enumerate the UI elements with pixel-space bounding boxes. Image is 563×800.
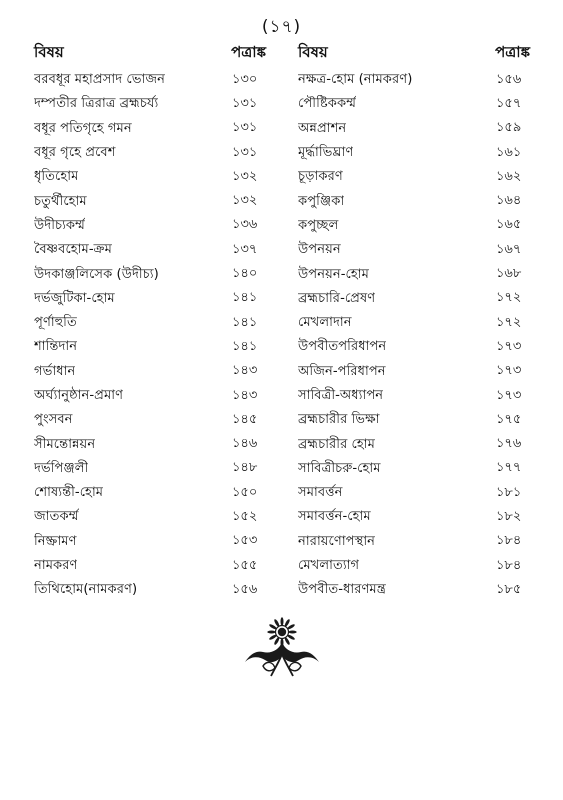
toc-entry bbox=[298, 238, 530, 262]
toc-entry-page: ১৪১ bbox=[232, 290, 258, 306]
toc-list-left bbox=[34, 68, 266, 603]
toc-entry-title: উদকাঞ্জলিসেক (উদীচ্য) bbox=[34, 266, 159, 282]
toc-entry-title: পৌষ্টিককর্ম্ম bbox=[298, 96, 356, 112]
toc-entry-title: উপনয়ন bbox=[298, 242, 341, 258]
toc-entry bbox=[298, 360, 530, 384]
toc-list-right bbox=[298, 68, 530, 603]
toc-entry-title: উপবীতপরিধাপন bbox=[298, 339, 387, 355]
toc-entry-page: ১৪৫ bbox=[232, 411, 258, 427]
toc-entry-page: ১৫০ bbox=[232, 484, 258, 500]
toc-entry bbox=[34, 189, 266, 213]
toc-column-right bbox=[298, 42, 530, 603]
toc-entry-page: ১৬৫ bbox=[496, 217, 522, 233]
toc-entry-page: ১৮৪ bbox=[496, 557, 522, 573]
toc-entry bbox=[298, 262, 530, 286]
toc-entry-title: সাবিত্রীচরু-হোম bbox=[298, 460, 381, 476]
toc-entry bbox=[34, 68, 266, 92]
page-number: (১৭) bbox=[261, 17, 302, 37]
toc-entry bbox=[298, 457, 530, 481]
toc-entry-title: ব্রহ্মচারীর ভিক্ষা bbox=[298, 412, 380, 428]
toc-entry-title: কপুচ্ছল bbox=[298, 217, 339, 233]
toc-entry-title: শান্তিদান bbox=[34, 339, 78, 355]
toc-entry bbox=[298, 530, 530, 554]
toc-entry bbox=[34, 481, 266, 505]
toc-entry bbox=[298, 117, 530, 141]
toc-entry-page: ১৫৬ bbox=[232, 581, 258, 597]
toc-entry-page: ১৩২ bbox=[232, 193, 258, 209]
toc-entry-page: ১৪১ bbox=[232, 338, 258, 354]
toc-entry-title: নক্ষত্র-হোম (নামকরণ) bbox=[298, 72, 413, 88]
toc-entry-title: সমাবর্ত্তন-হোম bbox=[298, 509, 371, 525]
toc-entry-page: ১৩৭ bbox=[232, 241, 258, 257]
toc-entry bbox=[298, 165, 530, 189]
toc-entry-title: নিষ্ক্রামণ bbox=[34, 533, 77, 549]
toc-entry-page: ১৭৫ bbox=[496, 411, 522, 427]
toc-entry-page: ১৫৭ bbox=[496, 95, 522, 111]
toc-entry-page: ১৮৫ bbox=[496, 581, 522, 597]
page-header: পত্রাঙ্ক bbox=[495, 43, 530, 61]
toc-entry-title: অর্ঘ্যানুষ্ঠান-প্রমাণ bbox=[34, 388, 124, 403]
toc-entry bbox=[298, 68, 530, 92]
toc-entry bbox=[34, 238, 266, 262]
toc-entry bbox=[34, 457, 266, 481]
toc-entry-title: চূড়াকরণ bbox=[298, 169, 343, 185]
toc-entry bbox=[34, 408, 266, 432]
toc-entry bbox=[34, 117, 266, 141]
toc-entry bbox=[298, 214, 530, 238]
toc-entry-page: ১৬১ bbox=[496, 144, 522, 160]
toc-entry-page: ১৩১ bbox=[232, 120, 258, 136]
toc-entry-page: ১৭২ bbox=[496, 290, 522, 306]
toc-entry bbox=[298, 432, 530, 456]
toc-entry-title: মূর্দ্ধাভিঘ্রাণ bbox=[298, 145, 354, 161]
toc-entry-title: উদীচ্যকর্ম্ম bbox=[34, 217, 85, 233]
toc-entry bbox=[34, 262, 266, 286]
toc-entry-page: ১৪০ bbox=[232, 266, 258, 282]
toc-entry-page: ১৫৫ bbox=[232, 557, 258, 573]
toc-entry-page: ১৪৮ bbox=[232, 460, 258, 476]
toc-entry-title: ধৃতিহোম bbox=[34, 169, 79, 185]
toc-entry-page: ১৭৭ bbox=[496, 460, 522, 476]
toc-entry-title: অন্নপ্রাশন bbox=[298, 120, 347, 136]
toc-entry bbox=[34, 360, 266, 384]
toc-entry-title: সমাবর্ত্তন bbox=[298, 485, 343, 501]
toc-entry-page: ১৭৩ bbox=[496, 363, 522, 379]
toc-entry-title: নামকরণ bbox=[34, 558, 78, 574]
toc-entry-page: ১৩১ bbox=[232, 144, 258, 160]
page-header: পত্রাঙ্ক bbox=[231, 43, 266, 61]
toc-entry-page: ১৩২ bbox=[232, 168, 258, 184]
toc-entry-title: নারায়ণোপস্থান bbox=[298, 533, 376, 549]
toc-entry-page: ১৫৬ bbox=[496, 71, 522, 87]
toc-entry-title: কপুঞ্জিকা bbox=[298, 193, 345, 209]
toc-entry-page: ১৪৬ bbox=[232, 436, 258, 452]
toc-entry bbox=[34, 554, 266, 578]
toc-entry bbox=[34, 165, 266, 189]
toc-column-left bbox=[34, 42, 266, 603]
toc-entry-title: সাবিত্রী-অধ্যাপন bbox=[298, 388, 384, 403]
toc-entry-title: বরবধূর মহাপ্রসাদ ভোজন bbox=[34, 72, 166, 88]
toc-entry-page: ১৩৬ bbox=[232, 217, 258, 233]
toc-entry bbox=[298, 505, 530, 529]
toc-entry-title: বধূর পতিগৃহে গমন bbox=[34, 120, 132, 136]
toc-entry bbox=[34, 530, 266, 554]
toc-entry-page: ১৬৪ bbox=[496, 193, 522, 209]
toc-entry bbox=[298, 554, 530, 578]
toc-entry-page: ১৫২ bbox=[232, 508, 258, 524]
toc-entry-page: ১৭৩ bbox=[496, 387, 522, 403]
toc-entry bbox=[34, 214, 266, 238]
toc-entry-title: পূর্ণাহুতি bbox=[34, 315, 77, 331]
toc-entry-title: তিথিহোম(নামকরণ) bbox=[34, 582, 138, 598]
toc-entry-page: ১৩০ bbox=[232, 71, 258, 87]
toc-entry bbox=[298, 481, 530, 505]
toc-entry bbox=[298, 384, 530, 408]
ornament-petal bbox=[267, 631, 275, 634]
toc-entry bbox=[34, 578, 266, 602]
toc-entry-title: দম্পতীর ত্রিরাত্র ব্রহ্মচর্য্য bbox=[34, 96, 159, 112]
toc-entry bbox=[34, 505, 266, 529]
toc-entry-page: ১৪৩ bbox=[232, 387, 258, 403]
toc-entry bbox=[298, 189, 530, 213]
toc-header-right bbox=[298, 42, 530, 66]
toc-entry-title: ব্রহ্মচারীর হোম bbox=[298, 436, 375, 452]
toc-entry-page: ১৭৩ bbox=[496, 338, 522, 354]
toc-entry-page: ১৮৪ bbox=[496, 533, 522, 549]
toc-entry bbox=[34, 287, 266, 311]
toc-header-left bbox=[34, 42, 266, 66]
toc-entry bbox=[298, 335, 530, 359]
toc-entry-title: মেখলাত্যাগ bbox=[298, 558, 360, 574]
toc-entry-title: সীমন্তোন্নয়ন bbox=[34, 436, 96, 452]
ornament-petal bbox=[281, 617, 284, 625]
toc-entry-page: ১৪১ bbox=[232, 314, 258, 330]
toc-entry-title: চতুর্থীহোম bbox=[34, 193, 87, 209]
toc-entry bbox=[298, 311, 530, 335]
toc-entry-title: শোষ্যন্তী-হোম bbox=[34, 485, 104, 501]
toc-entry bbox=[298, 578, 530, 602]
toc-entry-title: দর্ভপিঞ্জলী bbox=[34, 460, 89, 476]
toc-entry-title: জাতকর্ম্ম bbox=[34, 509, 79, 525]
toc-entry-page: ১৫৯ bbox=[496, 120, 522, 136]
toc-entry-title: মেখলাদান bbox=[298, 315, 352, 331]
toc-entry-page: ১৭২ bbox=[496, 314, 522, 330]
toc-entry bbox=[34, 311, 266, 335]
toc-entry-title: উপবীত-ধারণমন্ত্র bbox=[298, 582, 386, 598]
ornament-petal bbox=[288, 631, 296, 634]
table-of-contents bbox=[34, 42, 530, 603]
toc-entry-page: ১৬৭ bbox=[496, 241, 522, 257]
toc-entry-title: ব্রহ্মচারি-প্রেষণ bbox=[298, 290, 376, 306]
toc-entry-page: ১৮১ bbox=[496, 484, 522, 500]
toc-entry-page: ১৪৩ bbox=[232, 363, 258, 379]
toc-entry-page: ১৮২ bbox=[496, 508, 522, 524]
subject-header: বিষয় bbox=[298, 43, 328, 61]
toc-entry-page: ১৭৬ bbox=[496, 436, 522, 452]
toc-entry bbox=[34, 432, 266, 456]
toc-entry bbox=[298, 141, 530, 165]
toc-entry-title: পুংসবন bbox=[34, 412, 73, 428]
toc-entry-title: দর্ভজুটিকা-হোম bbox=[34, 290, 115, 306]
toc-entry bbox=[298, 92, 530, 116]
toc-entry-page: ১৫৩ bbox=[232, 533, 258, 549]
toc-entry bbox=[298, 287, 530, 311]
toc-entry bbox=[34, 335, 266, 359]
toc-entry bbox=[34, 141, 266, 165]
toc-entry bbox=[34, 92, 266, 116]
toc-entry-title: অজিন-পরিধাপন bbox=[298, 363, 386, 379]
toc-entry-page: ১৩১ bbox=[232, 95, 258, 111]
toc-entry bbox=[298, 408, 530, 432]
toc-entry-title: বধূর গৃহে প্রবেশ bbox=[34, 145, 116, 161]
subject-header: বিষয় bbox=[34, 43, 64, 61]
toc-entry-title: উপনয়ন-হোম bbox=[298, 266, 369, 282]
toc-entry-title: বৈষ্ণবহোম-ক্রম bbox=[34, 242, 112, 258]
toc-entry-page: ১৬৮ bbox=[496, 266, 522, 282]
toc-entry-title: গর্ভাধান bbox=[34, 363, 76, 379]
toc-entry-page: ১৬২ bbox=[496, 168, 522, 184]
floral-ornament-icon bbox=[241, 616, 323, 680]
toc-entry bbox=[34, 384, 266, 408]
